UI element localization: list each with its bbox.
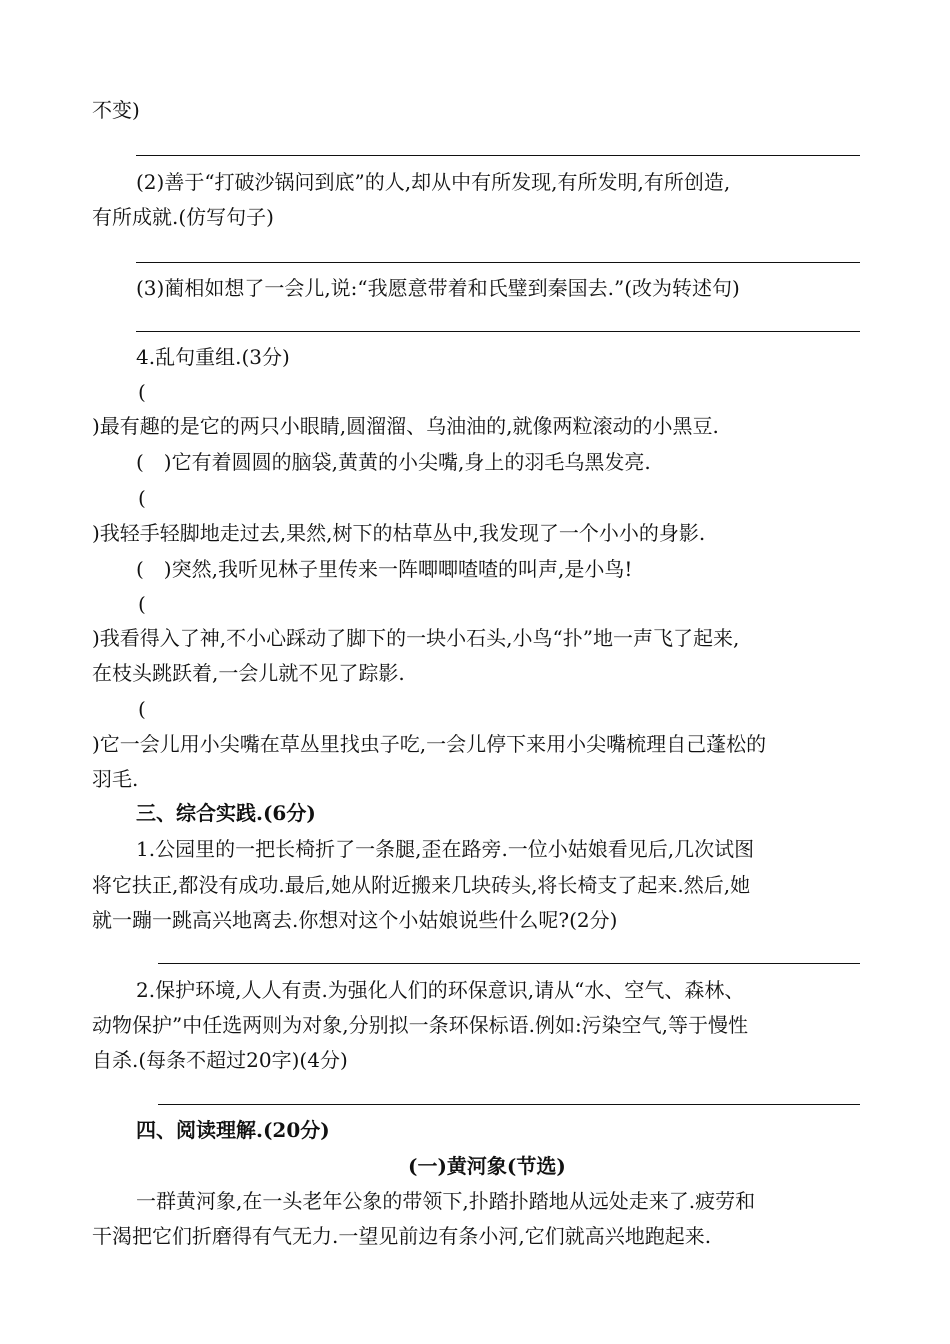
answer-line — [136, 155, 860, 156]
question-text: 自杀.(每条不超过20字)(4分) — [92, 1048, 348, 1072]
question-text: (2)善于“打破沙锅问到底”的人,却从中有所发现,有所发明,有所创造, — [136, 170, 731, 194]
question-text: 就一蹦一跳高兴地离去.你想对这个小姑娘说些什么呢?(2分) — [92, 908, 618, 932]
text-line: 不变) — [92, 98, 140, 122]
sentence-item: )我轻手轻脚地走过去,果然,树下的枯草丛中,我发现了一个小小的身影. — [92, 521, 706, 545]
sentence-item: )它一会儿用小尖嘴在草丛里找虫子吃,一会儿停下来用小尖嘴梳理自己蓬松的 — [92, 732, 767, 756]
sentence-item-continued: 羽毛. — [92, 767, 139, 791]
order-bracket-open: ( — [138, 486, 146, 510]
answer-line — [158, 1104, 860, 1105]
sentence-item: ( )它有着圆圆的脑袋,黄黄的小尖嘴,身上的羽毛乌黑发亮. — [136, 450, 651, 474]
passage-title: (一)黄河象(节选) — [408, 1154, 566, 1178]
sentence-item: )我看得入了神,不小心踩动了脚下的一块小石头,小鸟“扑”地一声飞了起来, — [92, 626, 740, 650]
question-text: 动物保护”中任选两则为对象,分别拟一条环保标语.例如:污染空气,等于慢性 — [92, 1013, 749, 1037]
question-text: 有所成就.(仿写句子) — [92, 205, 274, 229]
section-heading: 四、阅读理解.(20分) — [136, 1118, 330, 1142]
question-text: 将它扶正,都没有成功.最后,她从附近搬来几块砖头,将长椅支了起来.然后,她 — [92, 873, 751, 897]
question-text: 2.保护环境,人人有责.为强化人们的环保意识,请从“水、空气、森林、 — [136, 978, 745, 1002]
order-bracket-open: ( — [138, 592, 146, 616]
question-text: 1.公园里的一把长椅折了一条腿,歪在路旁.一位小姑娘看见后,几次试图 — [136, 837, 755, 861]
passage-text: 干渴把它们折磨得有气无力.一望见前边有条小河,它们就高兴地跑起来. — [92, 1224, 712, 1248]
order-bracket-open: ( — [138, 380, 146, 404]
order-bracket-open: ( — [138, 697, 146, 721]
answer-line — [136, 262, 860, 263]
answer-line — [136, 331, 860, 332]
question-heading: 4.乱句重组.(3分) — [136, 345, 290, 369]
section-heading: 三、综合实践.(6分) — [136, 801, 316, 825]
question-text: (3)蔺相如想了一会儿,说:“我愿意带着和氏璧到秦国去.”(改为转述句) — [136, 276, 740, 300]
sentence-item: ( )突然,我听见林子里传来一阵唧唧喳喳的叫声,是小鸟! — [136, 557, 633, 581]
sentence-item-continued: 在枝头跳跃着,一会儿就不见了踪影. — [92, 661, 405, 685]
answer-line — [158, 963, 860, 964]
passage-text: 一群黄河象,在一头老年公象的带领下,扑踏扑踏地从远处走来了.疲劳和 — [136, 1189, 756, 1213]
sentence-item: )最有趣的是它的两只小眼睛,圆溜溜、乌油油的,就像两粒滚动的小黑豆. — [92, 414, 719, 438]
